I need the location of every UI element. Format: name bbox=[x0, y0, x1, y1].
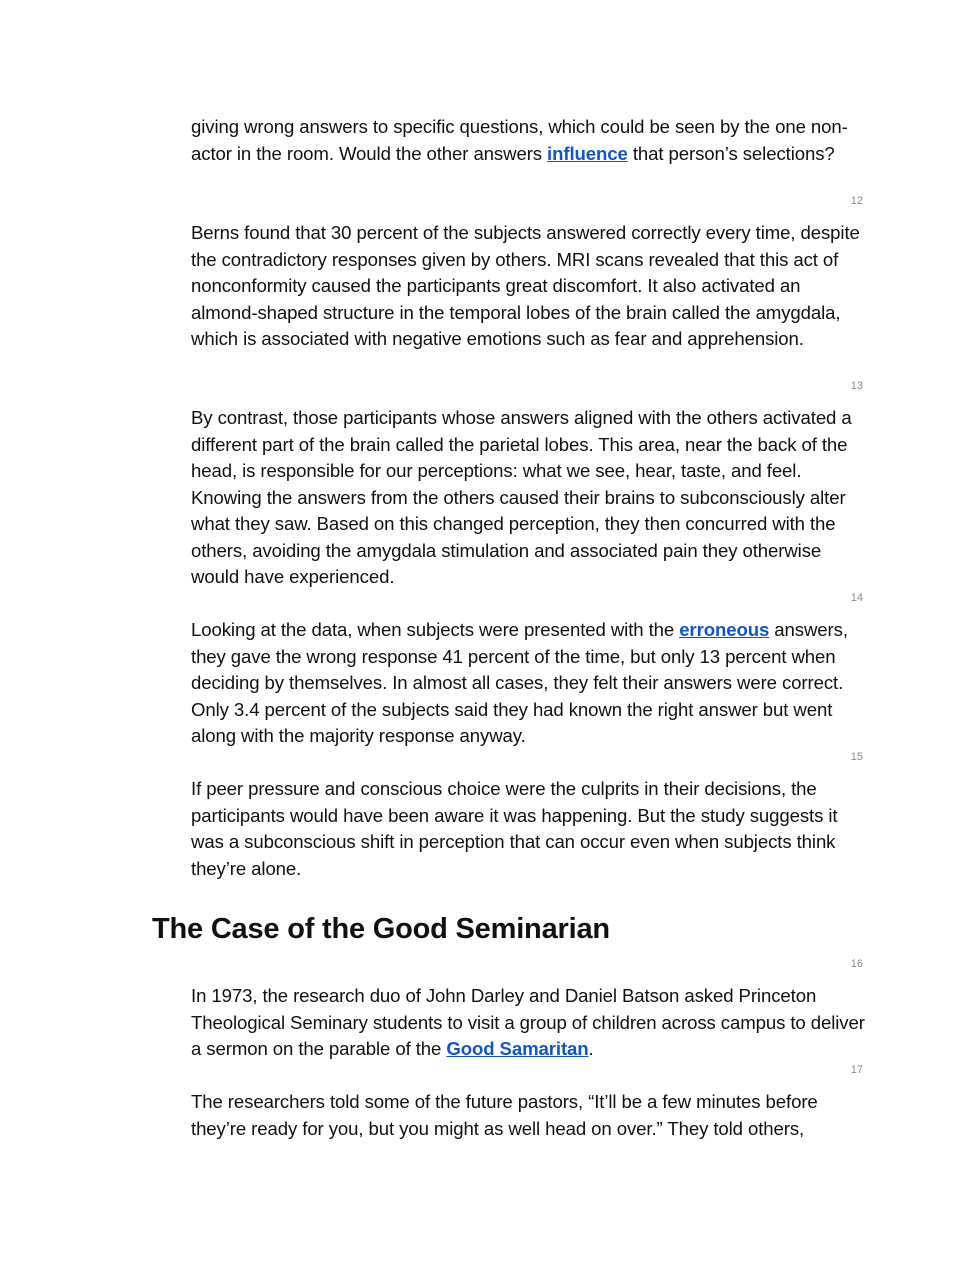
paragraph-number-12: 12 bbox=[850, 195, 863, 207]
paragraph-number-17: 17 bbox=[850, 1064, 863, 1076]
paragraph-text: Looking at the data, when subjects were presented with the bbox=[191, 619, 680, 640]
paragraph-text: that person’s selections? bbox=[627, 142, 835, 164]
vocab-link-erroneous[interactable]: erroneous bbox=[679, 619, 770, 640]
vocab-link-influence[interactable]: influence bbox=[547, 142, 628, 164]
paragraph-text: By contrast, those participants whose answers aligned with the others activated a different part of the brain called the parietal lobes. This area, near the back of the head, is responsible for our perceptions: what we see, hear, taste, and feel. Knowing the answers from the others caused their brains to subconsciously alter what they saw. Based on this changed perception, they then concurred with the others, avoiding the amygdala stimulation and associated pain they otherwise would have experienced. bbox=[191, 407, 852, 587]
paragraph-15 bbox=[191, 776, 865, 882]
paragraph-number-13: 13 bbox=[850, 380, 863, 392]
paragraph-text: giving wrong answers to specific questions, which could be seen by the one non-actor in the room. Would the other answers bbox=[191, 116, 848, 164]
paragraph-12 bbox=[191, 220, 865, 353]
paragraph-text: . bbox=[588, 1038, 594, 1059]
paragraph-17 bbox=[191, 1089, 865, 1142]
paragraph-13 bbox=[191, 405, 865, 591]
paragraph-number-15: 15 bbox=[850, 751, 863, 763]
vocab-link-good-samaritan[interactable]: Good Samaritan bbox=[446, 1038, 589, 1059]
paragraph-11 bbox=[191, 114, 865, 167]
paragraph-14 bbox=[191, 617, 865, 750]
paragraph-16 bbox=[191, 983, 865, 1063]
paragraph-number-14: 14 bbox=[850, 592, 863, 604]
section-heading: The Case of the Good Seminarian bbox=[152, 913, 610, 945]
paragraph-text: answers, they gave the wrong response 41 percent of the time, but only 13 percent when deciding by themselves. In almost all cases, they felt their answers were correct. Only 3.4 percent of the subjects said they had known the right answer but went along with the majority response anyway. bbox=[191, 619, 848, 746]
paragraph-number-16: 16 bbox=[850, 958, 863, 970]
paragraph-text: In 1973, the research duo of John Darley and Daniel Batson asked Princeton Theological Seminary students to visit a group of children across campus to deliver a sermon on the parable of the bbox=[191, 985, 865, 1059]
paragraph-text: If peer pressure and conscious choice were the culprits in their decisions, the participants would have been aware it was happening. But the study suggests it was a subconscious shift in perception that can occur even when subjects think they’re alone. bbox=[191, 778, 838, 879]
paragraph-text: Berns found that 30 percent of the subjects answered correctly every time, despite the contradictory responses given by others. MRI scans revealed that this act of nonconformity caused the participants great discomfort. It also activated an almond-shaped structure in the temporal lobes of the brain called the amygdala, which is associated with negative emotions such as fear and apprehension. bbox=[191, 222, 860, 349]
paragraph-text: The researchers told some of the future pastors, “It’ll be a few minutes before they’re ready for you, but you might as well head on over.” They told others, bbox=[191, 1091, 818, 1139]
